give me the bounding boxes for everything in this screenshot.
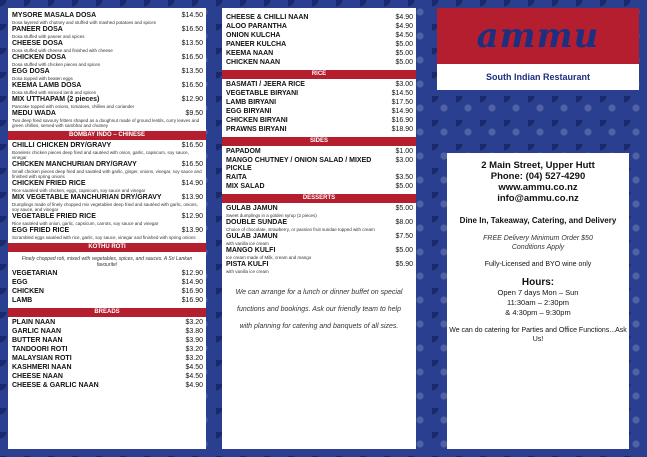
menu-panel-middle [222,8,416,449]
menu-item-name: CHICKEN FRIED RICE [12,180,86,187]
section-bar-sides: SIDES [222,137,416,146]
menu-item-price: $16.50 [181,54,203,61]
menu-item-name: CHICKEN [12,288,44,295]
rice-list [222,81,416,134]
menu-item-name: MANGO KULFI [226,247,276,254]
menu-item-price: $4.90 [395,23,413,30]
menu-item [8,227,206,240]
menu-item-price: $3.20 [185,355,203,362]
menu-item-row [222,148,416,156]
menu-item-name: KASHMERI NAAN [12,364,72,371]
menu-item-row [8,96,206,104]
menu-item-description: Choice of chocolate, strawberry, or passion fruit sundae topped with cream [226,227,375,232]
hours-line: Open 7 days Mon – Sun [497,288,579,297]
menu-item-name: MIX SALAD [226,183,265,190]
menu-item-name: PAPADOM [226,148,261,155]
menu-item-row [222,261,416,269]
menu-item-price: $3.20 [185,319,203,326]
menu-item [222,183,416,191]
menu-item-price: $4.50 [185,373,203,380]
menu-item-row [8,82,206,90]
info-panel [437,8,639,449]
menu-item [222,23,416,31]
menu-item-row [8,142,206,150]
menu-item-description: Dosa stuffed with minced lamb and spices [12,90,96,95]
menu-item-name: CHEESE & GARLIC NAAN [12,382,99,389]
menu-item [222,219,416,232]
menu-item-price: $5.90 [395,261,413,268]
menu-item-description: Boneless chicken pieces deep fried and sautéed with onion, garlic, capsicum, soy sauce, vinegar [12,150,189,160]
menu-item [222,233,416,246]
menu-item-price: $13.50 [181,68,203,75]
hours-title: Hours: [521,277,555,288]
menu-item [222,117,416,125]
phone[interactable]: Phone: (04) 527-4290 [490,171,586,182]
menu-item-price: $12.90 [181,270,203,277]
menu-item-row [222,23,416,31]
menu-item-name: MANGO CHUTNEY / ONION SALAD / MIXED PICKLE [226,157,372,172]
menu-item-price: $3.50 [395,174,413,181]
menu-item-name: ALOO PARANTHA [226,23,287,30]
menu-item-row [8,297,206,305]
menu-item-description: Two deep fried savoury fritters shaped as a doughnut made of ground lentils, curry leaves and green chillies, served with sambhar and chutney [12,118,200,128]
menu-item-row [222,50,416,58]
menu-item-name: BUTTER NAAN [12,337,63,344]
menu-item-row [222,32,416,40]
menu-item-price: $3.20 [185,346,203,353]
menu-item [8,180,206,193]
menu-item-price: $17.50 [391,99,413,106]
menu-item [8,319,206,327]
menu-item-price: $3.00 [395,81,413,88]
menu-item-name: MALAYSIAN ROTI [12,355,72,362]
menu-item-price: $14.90 [181,180,203,187]
menu-item [8,270,206,278]
menu-item-row [8,364,206,372]
menu-item-description: Dosa stuffed with cheese and finished with cheese [12,48,113,53]
menu-item [8,346,206,354]
menu-item-name: VEGETABLE BIRYANI [226,90,299,97]
menu-item-row [8,40,206,48]
restaurant-logo: ammu [476,16,600,56]
kothu-list [8,270,206,305]
menu-item [8,26,206,39]
menu-item-description: Dumplings made of finely chopped mix vegetables deep fried and sautéed with garlic, onions, soy sauce, and vinegar [12,202,198,212]
section-bar-rice: RICE [222,70,416,79]
menu-item [8,96,206,109]
menu-item-description: Dosa layered with chutney and stuffed with mashed potatoes and spices [12,20,157,25]
menu-item-name: PANEER KULCHA [226,41,287,48]
hours-line: & 4:30pm – 9:30pm [505,308,571,317]
menu-item [8,12,206,25]
hours-line: 11:30am – 2:30pm [507,298,569,307]
menu-item-name: DOUBLE SUNDAE [226,219,288,226]
menu-item [8,161,206,179]
menu-item-row [222,157,416,173]
menu-item-row [222,117,416,125]
menu-item-name: VEGETABLE FRIED RICE [12,213,96,220]
menu-item-name: PLAIN NAAN [12,319,56,326]
menu-item-row [8,54,206,62]
breads-more-list [222,14,416,67]
menu-item [222,205,416,218]
menu-item-price: $14.90 [181,279,203,286]
menu-item-name: CHEESE DOSA [12,40,63,47]
menu-item-row [8,26,206,34]
menu-item-row [8,337,206,345]
menu-item-row [8,288,206,296]
menu-item-name: CHICKEN DOSA [12,54,67,61]
menu-item-name: KEEMA LAMB DOSA [12,82,82,89]
menu-item-name: LAMB [12,297,33,304]
menu-item-row [8,12,206,20]
menu-item-row [8,319,206,327]
menu-item-description: Small chicken pieces deep fried and sautéed with garlic, ginger, onions, vinegar, soy sauce and finished with spring onions [12,169,202,179]
section-bar-desserts: DESSERTS [222,194,416,203]
menu-item [222,14,416,22]
menu-item-price: $14.90 [391,108,413,115]
menu-item-description: Pancake topped with onions, tomatoes, chillies and coriander [12,104,135,109]
menu-item [8,279,206,287]
menu-item [8,40,206,53]
email-link[interactable]: info@ammu.co.nz [497,193,579,204]
catering-text: We can do catering for Parties and Office Functions...Ask Us! [449,327,627,343]
menu-item-name: EGG BIRYANI [226,108,272,115]
menu-item-row [222,81,416,89]
menu-item-row [222,174,416,182]
menu-item [8,54,206,67]
free-delivery-text: FREE Delivery Minimum Order $50 [483,235,593,242]
menu-item-price: $4.50 [395,32,413,39]
menu-item [222,174,416,182]
menu-item-row [8,270,206,278]
menu-item-price: $4.90 [185,382,203,389]
menu-item-row [222,219,416,227]
menu-item-name: CHEESE NAAN [12,373,63,380]
menu-item [8,297,206,305]
menu-item-price: $12.90 [181,213,203,220]
menu-item-name: CHILLI CHICKEN DRY/GRAVY [12,142,112,149]
menu-item-name: BASMATI / JEERA RICE [226,81,305,88]
dosa-list [8,12,206,128]
menu-item-row [222,14,416,22]
menu-item-row [222,126,416,134]
menu-item [8,194,206,212]
menu-item-price: $3.00 [395,157,413,164]
menu-item-row [8,68,206,76]
menu-item-name: CHEESE & CHILLI NAAN [226,14,309,21]
menu-item-price: $1.00 [395,148,413,155]
menu-item-name: CHICKEN NAAN [226,59,281,66]
menu-item-row [222,90,416,98]
menu-item-price: $14.50 [391,90,413,97]
menu-item-row [8,328,206,336]
menu-item [8,355,206,363]
menu-item-price: $16.90 [391,117,413,124]
kothu-note: Finely chopped roti, mixed with vegetables, spices, and sauces. A Sri Lankan favourite! [21,256,193,268]
menu-item-name: TANDOORI ROTI [12,346,68,353]
menu-item [8,213,206,226]
menu-item-price: $5.00 [395,41,413,48]
breads-list [8,319,206,390]
menu-item-row [8,382,206,390]
menu-item-name: MIX VEGETABLE MANCHURIAN DRY/GRAVY [12,194,162,201]
buffet-note: We can arrange for a lunch or dinner buffet on special functions and bookings. Ask our friendly team to help with planning for catering and banquets of all sizes. [235,289,403,330]
menu-item [8,82,206,95]
contact-info-box [447,153,629,449]
menu-item-row [8,373,206,381]
menu-item-row [222,205,416,213]
restaurant-subtitle: South Indian Restaurant [437,64,639,90]
menu-item-row [8,180,206,188]
menu-item [8,373,206,381]
menu-item-price: $16.50 [181,82,203,89]
menu-item-price: $3.80 [185,328,203,335]
menu-item-price: $3.90 [185,337,203,344]
menu-item [222,41,416,49]
sides-list [222,148,416,191]
menu-item-row [222,247,416,255]
menu-item-name: GULAB JAMUN [226,205,278,212]
menu-item [222,59,416,67]
menu-item-price: $16.90 [181,297,203,304]
menu-item [8,364,206,372]
menu-item-price: $7.50 [395,233,413,240]
menu-item-description: Rice sautéed with onion, garlic, capsicum, carrots, soy sauce and vinegar [12,221,159,226]
menu-item-name: MYSORE MASALA DOSA [12,12,97,19]
menu-item-price: $5.00 [395,50,413,57]
menu-item-price: $16.50 [181,26,203,33]
menu-item [8,288,206,296]
menu-item-row [8,227,206,235]
menu-item-name: ONION KULCHA [226,32,281,39]
menu-item-name: KEEMA NAAN [226,50,274,57]
menu-item-price: $13.90 [181,227,203,234]
menu-item-description: with vanilla ice cream [226,269,269,274]
menu-item-row [222,41,416,49]
menu-item-row [222,99,416,107]
menu-item-price: $16.50 [181,161,203,168]
menu-item-row [222,183,416,191]
menu-item-row [222,59,416,67]
menu-item-row [222,108,416,116]
menu-item [8,382,206,390]
menu-item-name: PANEER DOSA [12,26,63,33]
menu-item [222,108,416,116]
menu-item-price: $13.90 [181,194,203,201]
menu-item-name: VEGETARIAN [12,270,58,277]
menu-item-price: $5.00 [395,247,413,254]
menu-item [222,32,416,40]
menu-item [222,126,416,134]
menu-item-name: CHICKEN MANCHURIAN DRY/GRAVY [12,161,137,168]
menu-item-price: $8.00 [395,219,413,226]
menu-item [222,99,416,107]
menu-item-row [8,110,206,118]
menu-item-description: Dosa stuffed with paneer and spices [12,34,85,39]
menu-item-price: $12.90 [181,96,203,103]
menu-item-row [8,194,206,202]
menu-item-description: Dosa topped with beaten eggs [12,76,73,81]
menu-item-name: PISTA KULFI [226,261,269,268]
section-bar-breads: BREADS [8,308,206,317]
menu-panel-left [8,8,206,449]
menu-item-description: Scrambled eggs sautéed with rice, garlic, soy sauce, vinegar and finished with spring onions [12,235,196,240]
menu-item [8,110,206,128]
menu-item-price: $16.50 [181,142,203,149]
services-text: Dine In, Takeaway, Catering, and Delivery [459,216,617,225]
section-bar-bombay: BOMBAY INDO – CHINESE [8,131,206,140]
menu-item-description: Ice cream made of Milk, cream and mango [226,255,312,260]
menu-item [222,247,416,260]
menu-item-description: Rice sautéed with chicken, eggs, capsicum, soy sauce and vinegar [12,188,146,193]
section-bar-kothu: KOTHU ROTI [8,243,206,252]
menu-item-name: EGG DOSA [12,68,50,75]
menu-item-price: $13.50 [181,40,203,47]
menu-item-price: $4.90 [395,14,413,21]
menu-item [8,142,206,160]
menu-item-price: $18.90 [391,126,413,133]
menu-item [222,148,416,156]
menu-item-price: $5.00 [395,183,413,190]
logo-banner [437,8,639,64]
menu-item [222,50,416,58]
menu-item-row [8,279,206,287]
menu-item [8,328,206,336]
menu-item-name: GARLIC NAAN [12,328,61,335]
menu-item-description: with vanilla ice cream [226,241,269,246]
menu-item-price: $9.50 [185,110,203,117]
menu-item-name: GULAB JAMUN [226,233,278,240]
menu-item [222,81,416,89]
menu-item [8,337,206,345]
menu-item-description: Dosa stuffed with chicken pieces and spices [12,62,100,67]
menu-item-name: LAMB BIRYANI [226,99,277,106]
menu-item-row [8,346,206,354]
menu-item-name: RAITA [226,174,247,181]
menu-item-price: $16.90 [181,288,203,295]
menu-item-price: $5.00 [395,59,413,66]
menu-item-row [8,161,206,169]
menu-item [222,90,416,98]
menu-item-name: EGG [12,279,28,286]
menu-item-name: CHICKEN BIRYANI [226,117,288,124]
address: 2 Main Street, Upper Hutt [481,160,595,171]
menu-item-price: $4.50 [185,364,203,371]
menu-item-name: MIX UTTHAPAM (2 pieces) [12,96,100,103]
website-link[interactable]: www.ammu.co.nz [498,182,578,193]
conditions-text: Conditions Apply [511,244,565,251]
bombay-list [8,142,206,240]
menu-item-row [8,355,206,363]
menu-item-price: $5.00 [395,205,413,212]
menu-item-price: $14.50 [181,12,203,19]
menu-item [8,68,206,81]
menu-item [222,157,416,173]
menu-item-name: EGG FRIED RICE [12,227,70,234]
desserts-list [222,205,416,274]
licensed-text: Fully-Licensed and BYO wine only [484,261,592,268]
menu-item-description: Sweet dumplings in a golden syrup (2 pieces) [226,213,317,218]
menu-item-row [8,213,206,221]
menu-item-name: MEDU WADA [12,110,56,117]
menu-item [222,261,416,274]
menu-item-name: PRAWNS BIRYANI [226,126,287,133]
menu-item-row [222,233,416,241]
